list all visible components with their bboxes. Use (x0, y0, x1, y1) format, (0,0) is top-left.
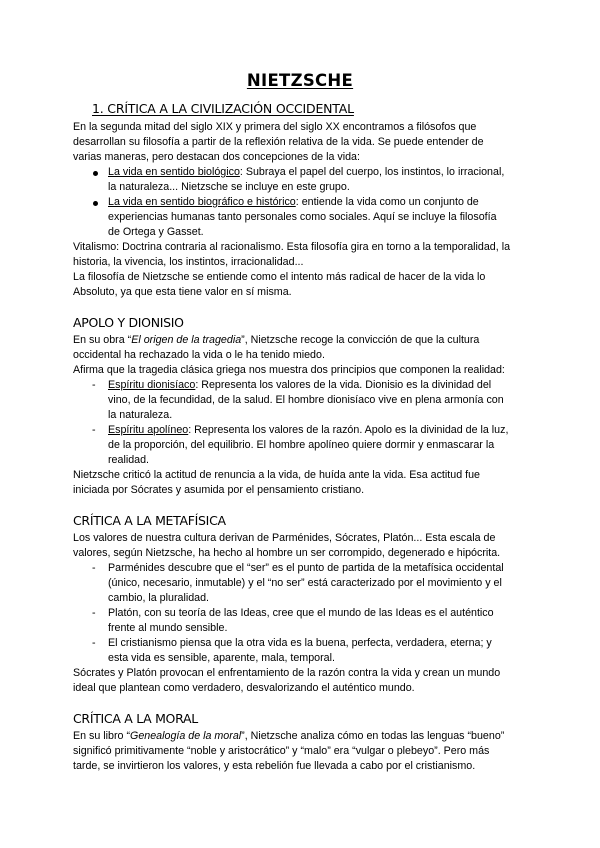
paragraph-line: tarde, se invirtieron los valores, y esta rebelión fue llevada a cabo por el cristianismo. (73, 760, 476, 772)
text-fragment: En su libro “ (73, 730, 131, 742)
paragraph-line: Absoluto, ya que esta tiene valor en sí misma. (73, 286, 292, 298)
list-item-line: de Ortega y Gasset. (108, 226, 204, 238)
bullet-dot-icon (93, 171, 98, 176)
section-heading-civilizacion: 1. CRÍTICA A LA CIVILIZACIÓN OCCIDENTAL (92, 101, 354, 116)
dash-bullet: - (92, 424, 96, 436)
paragraph-line: Sócrates y Platón provocan el enfrentamiento de la razón contra la vida y crean un mundo (73, 667, 501, 679)
list-item-line: realidad. (108, 454, 149, 466)
paragraph-line: Los valores de nuestra cultura derivan de Parménides, Sócrates, Platón... Esta escala de (73, 532, 496, 544)
section-heading-apolo-dionisio: APOLO Y DIONISIO (73, 315, 184, 330)
term-description: : Representa los valores de la vida. Dionisio es la divinidad del (195, 379, 492, 391)
list-item-biografico (108, 195, 479, 210)
list-item-apolineo (108, 423, 508, 438)
term-vida-biologica: La vida en sentido biológico (108, 166, 240, 178)
paragraph-line: La filosofía de Nietzsche se entiende como el intento más radical de hacer de la vida lo (73, 271, 486, 283)
term-description: : Representa los valores de la razón. Apolo es la divinidad de la luz, (188, 424, 509, 436)
list-item-line: frente al mundo sensible. (108, 622, 228, 634)
list-item-line: El cristianismo piensa que la otra vida es la buena, perfecta, verdadera, eterna; y (108, 637, 492, 649)
paragraph-line (73, 729, 504, 744)
dash-bullet: - (92, 379, 96, 391)
term-espiritu-dionisiaco: Espíritu dionisíaco (108, 379, 196, 391)
list-item-line: cambio, la pluralidad. (108, 592, 209, 604)
bullet-dot-icon (93, 201, 98, 206)
text-fragment: ”, Nietzsche recoge la convicción de que la cultura (241, 334, 480, 346)
book-title: El origen de la tragedia (131, 334, 242, 346)
term-description: : Subraya el papel del cuerpo, los instintos, lo irracional, (239, 166, 505, 178)
dash-bullet: - (92, 607, 96, 619)
list-item-line: Platón, con su teoría de las Ideas, cree que el mundo de las Ideas es el auténtico (108, 607, 494, 619)
list-item-line: (único, necesario, inmutable) y el “no ser” está caracterizado por el movimiento y el (108, 577, 502, 589)
list-item-biologico (108, 165, 504, 180)
list-item-line: de la proporción, del equilibrio. El hombre apolíneo quiere dormir y enmascarar la (108, 439, 495, 451)
text-fragment: ”, Nietzsche analiza cómo en todas las lenguas “bueno” (241, 730, 505, 742)
paragraph-line: Nietzsche criticó la actitud de renuncia a la vida, de huída ante la vida. Esa actitud fue (73, 469, 480, 481)
paragraph-line: valores, según Nietzsche, ha hecho al hombre un ser corrompido, degenerado e hipócrita. (73, 547, 501, 559)
paragraph-line: historia, la vivencia, los instintos, irracionalidad... (73, 256, 304, 268)
list-item-dionisiaco (108, 378, 491, 393)
term-description: : entiende la vida como un conjunto de (295, 196, 479, 208)
paragraph-line: occidental ha rechazado la vida o le ha tenido miedo. (73, 349, 325, 361)
paragraph-line: ideal que plantean como verdadero, desvalorizando el auténtico mundo. (73, 682, 415, 694)
dash-bullet: - (92, 637, 96, 649)
list-item-line: Parménides descubre que el “ser” es el punto de partida de la metafísica occidental (108, 562, 504, 574)
paragraph-line: En la segunda mitad del siglo XIX y primera del siglo XX encontramos a filósofos que (73, 121, 477, 133)
section-heading-moral: CRÍTICA A LA MORAL (73, 711, 198, 726)
list-item-line: la naturaleza... Nietzsche se incluye en este grupo. (108, 181, 350, 193)
paragraph-line: iniciada por Sócrates y asumida por el pensamiento cristiano. (73, 484, 365, 496)
dash-bullet: - (92, 562, 96, 574)
book-title: Genealogía de la moral (130, 730, 242, 742)
text-fragment: En su obra “ (73, 334, 132, 346)
list-item-line: esta vida es sensible, aparente, mala, temporal. (108, 652, 335, 664)
paragraph-line: desarrollan su filosofía a partir de la reflexión relativa de la vida. Se puede entender de (73, 136, 484, 148)
paragraph-line: varias maneras, pero destacan dos concepciones de la vida: (73, 151, 360, 163)
paragraph-line: Afirma que la tragedia clásica griega nos muestra dos principios que componen la realidad: (73, 364, 505, 376)
term-vida-biografica: La vida en sentido biográfico e histórico (108, 196, 296, 208)
paragraph-line: significó primitivamente “noble y aristocrático” y “malo” era “vulgar o plebeyo”. Pero más (73, 745, 490, 757)
section-heading-metafisica: CRÍTICA A LA METAFÍSICA (73, 513, 226, 528)
list-item-line: vino, de la fecundidad, de la salud. El hombre dionisíaco vive en plena armonía con (108, 394, 504, 406)
page-title: NIETZSCHE (246, 71, 354, 90)
list-item-line: la naturaleza. (108, 409, 173, 421)
paragraph-line (73, 333, 479, 348)
list-item-line: experiencias humanas tanto personales como sociales. Aquí se incluye la filosofía (108, 211, 497, 223)
paragraph-line: Vitalismo: Doctrina contraria al racionalismo. Esta filosofía gira en torno a la temporalidad, la (73, 241, 511, 253)
term-espiritu-apolineo: Espíritu apolíneo (108, 424, 189, 436)
